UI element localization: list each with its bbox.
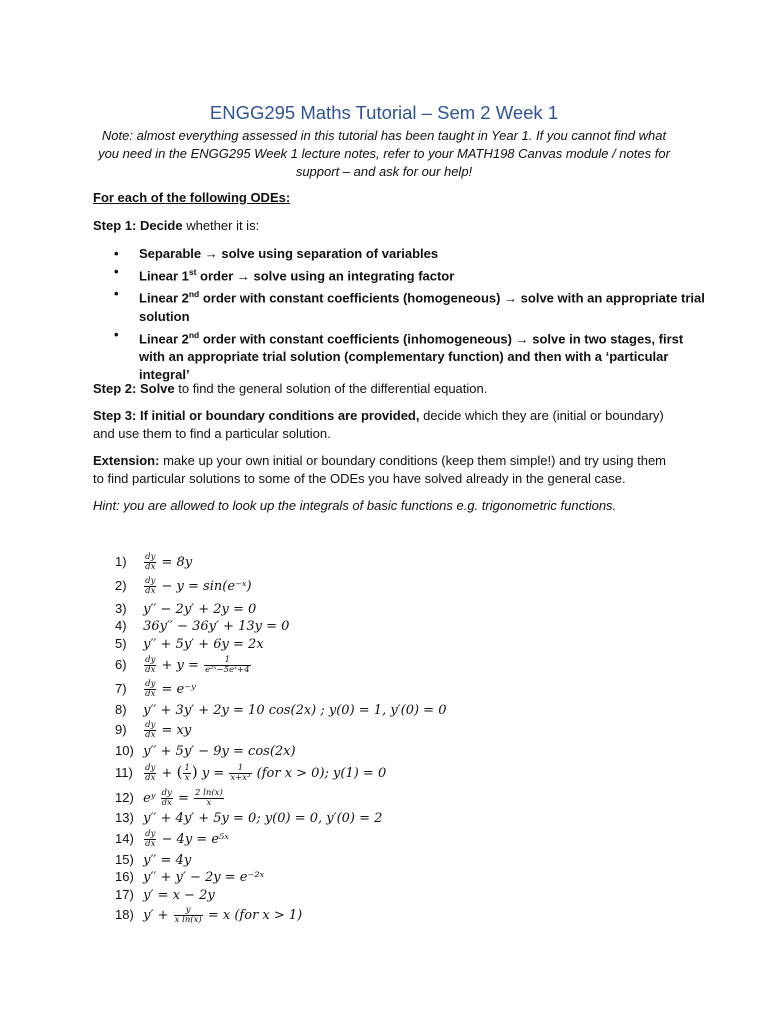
ode-item-6: 6) $\frac{dy}{dx}$ + y = $\frac{1}{\text{e²ˣ−5eˣ+4}}$	[115, 655, 250, 675]
ode-item-4: 4) 36y′′ − 36y′ + 13y = 0	[115, 618, 290, 634]
arrow-right-icon: →	[204, 246, 218, 261]
ode-item-14: 14) $\frac{dy}{dx}$ − 4y = e⁵ˣ	[115, 829, 229, 849]
ode-item-17: 17) y′ = x − 2y	[115, 887, 215, 903]
fraction: $\frac{dy}{dx}$	[145, 679, 156, 699]
arrow-right-icon: →	[504, 290, 518, 306]
heading-text: For each of the following ODEs:	[93, 190, 291, 205]
list-item: • Linear 1st order → solve using an integrating factor	[139, 263, 709, 285]
fraction: $\frac{dy}{dx}$	[145, 576, 156, 596]
ode-item-5: 5) y′′ + 5y′ + 6y = 2x	[115, 636, 264, 652]
fraction: $\frac{dy}{dx}$	[145, 552, 156, 572]
ode-item-11: 11) $\frac{dy}{dx}$ + ( $\frac{1}{x}$ ) y = $\frac{1}{\text{x+x³}}$ (for x > 0); y(1) = 0	[115, 763, 387, 783]
intro-note: Note: almost everything assessed in this tutorial has been taught in Year 1. If you cannot find what you need in the ENGG295 Week 1 lecture notes, refer to your MATH198 Canvas module / notes for support – and ask for our help!	[98, 128, 670, 179]
fraction: $\frac{y}{\text{x ln(x)}}$	[174, 905, 202, 925]
step3-paragraph: Step 3: If initial or boundary conditions are provided, decide which they are (initial or boundary) and use them to find a particular solution.	[93, 408, 664, 441]
step1-label: Step 1: Decide	[93, 218, 183, 233]
extension-label: Extension:	[93, 453, 160, 468]
ode-item-8: 8) y′′ + 3y′ + 2y = 10 cos(2x) ; y(0) = 1, y′(0) = 0	[115, 702, 447, 718]
arrow-right-icon: →	[515, 330, 529, 346]
ode-item-3: 3) y′′ − 2y′ + 2y = 0	[115, 601, 257, 617]
fraction: $\frac{dy}{dx}$	[145, 829, 156, 849]
ode-type-list	[93, 245, 709, 384]
step3-label: Step 3: If initial or boundary conditions are provided,	[93, 408, 420, 423]
ode-item-2: 2) $\frac{dy}{dx}$ − y = sin(e⁻ˣ)	[115, 576, 252, 596]
ode-item-1: 1) $\frac{dy}{dx}$ = 8y	[115, 552, 193, 572]
page-title: ENGG295 Maths Tutorial – Sem 2 Week 1	[209, 102, 559, 123]
fraction: $\frac{1}{\text{x+x³}}$	[230, 763, 251, 783]
step1-text: whether it is:	[182, 218, 260, 233]
step2-paragraph: Step 2: Solve to find the general solution of the differential equation.	[93, 381, 488, 396]
fraction: $\frac{dy}{dx}$	[161, 788, 172, 808]
list-item: • Linear 2nd order with constant coefficients (homogeneous) → solve with an appropriate trial solution	[139, 285, 709, 325]
ode-item-15: 15) y′′ = 4y	[115, 852, 192, 868]
list-item: • Linear 2nd order with constant coefficients (inhomogeneous) → solve in two stages, first with an appropriate trial solution (complementary function) and then with a ‘particular integral’	[139, 326, 709, 384]
ode-item-18: 18) y′ + $\frac{y}{\text{x ln(x)}}$ = x (for x > 1)	[115, 905, 303, 925]
step2-label: Step 2: Solve	[93, 381, 175, 396]
fraction: $\frac{1}{x}$	[184, 763, 190, 783]
ode-item-7: 7) $\frac{dy}{dx}$ = e⁻ʸ	[115, 679, 196, 699]
section-heading	[93, 189, 678, 207]
hint-paragraph: Hint: you are allowed to look up the integrals of basic functions e.g. trigonometric functions.	[93, 498, 617, 513]
ode-item-16: 16) y′′ + y′ − 2y = e⁻²ˣ	[115, 869, 265, 885]
fraction: $\frac{dy}{dx}$	[145, 655, 156, 675]
step1-paragraph	[93, 217, 678, 235]
fraction: $\frac{dy}{dx}$	[145, 720, 156, 740]
ode-item-10: 10) y′′ + 5y′ − 9y = cos(2x)	[115, 743, 296, 759]
arrow-right-icon: →	[236, 268, 250, 284]
fraction: $\frac{dy}{dx}$	[145, 763, 156, 783]
fraction: $\frac{2 \ln(x)}{x}$	[195, 788, 223, 808]
list-item: • Separable → solve using separation of variables	[139, 245, 709, 263]
extension-paragraph: Extension: make up your own initial or boundary conditions (keep them simple!) and try using them to find particular solutions to some of the ODEs you have solved already in the general case.	[93, 453, 666, 486]
ode-item-12: 12) eʸ $\frac{dy}{dx}$ = $\frac{2 \ln(x)}{x}$	[115, 788, 223, 808]
ode-item-13: 13) y′′ + 4y′ + 5y = 0; y(0) = 0, y′(0) = 2	[115, 810, 383, 826]
ode-item-9: 9) $\frac{dy}{dx}$ = xy	[115, 720, 192, 740]
fraction: $\frac{1}{\text{e²ˣ−5eˣ+4}}$	[205, 655, 250, 675]
